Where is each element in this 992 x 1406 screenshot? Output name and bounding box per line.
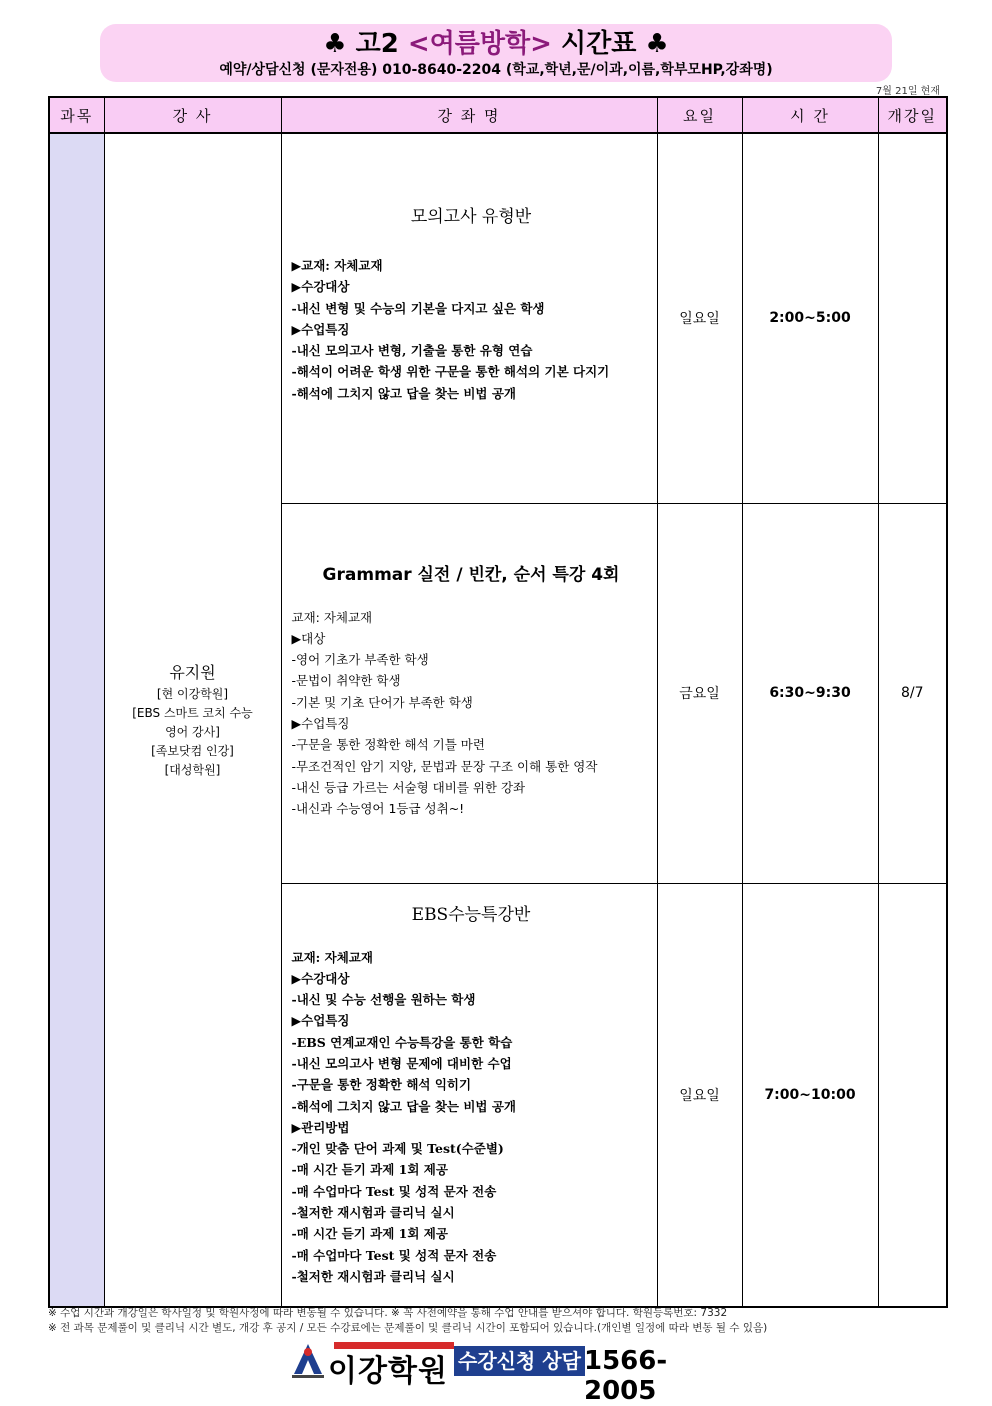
start-cell (878, 133, 947, 503)
title-highlight: <여름방학> (407, 29, 552, 59)
subject-cell (49, 133, 104, 1307)
course-line: ▶수강대상 (291, 970, 350, 986)
course-line: -무조건적인 암기 지양, 문법과 문장 구조 이해 통한 영작 (291, 758, 598, 774)
contact-subtitle: 예약/상담신청 (문자전용) 010-8640-2204 (학교,학년,문/이과,이름,학부모HP,강좌명) (219, 62, 773, 78)
course-line: -내신 변형 및 수능의 기본을 다지고 싶은 학생 (291, 300, 545, 316)
course-title: EBS수능특강반 (411, 904, 531, 925)
course-line: -EBS 연계교재인 수능특강을 통한 학습 (291, 1034, 513, 1050)
teacher-cell (104, 133, 281, 1307)
course-line: -구문을 통한 정확한 해석 익히기 (291, 1077, 472, 1093)
course-line: -매 시간 듣기 과제 1회 제공 (291, 1226, 448, 1242)
title-banner (100, 24, 892, 82)
course-line: -매 시간 듣기 과제 1회 제공 (291, 1162, 448, 1178)
teacher-career: [족보닷컴 인강] (151, 743, 234, 758)
course-line: -내신과 수능영어 1등급 성취~! (291, 801, 465, 817)
course-line: -해석에 그치지 않고 답을 찾는 비법 공개 (291, 1098, 516, 1114)
academy-emblem-icon (288, 1342, 328, 1380)
course-cell (281, 133, 657, 503)
course-line: ▶수업특징 (291, 321, 350, 337)
course-description (292, 255, 651, 404)
course-line: ▶관리방법 (291, 1119, 350, 1135)
course-line: -해석에 그치지 않고 답을 찾는 비법 공개 (291, 385, 516, 401)
col-course: 강 좌 명 (281, 97, 657, 133)
teacher-career: [대성학원] (164, 762, 221, 777)
col-subject: 과목 (49, 97, 104, 133)
course-line: -내신 등급 가르는 서술형 대비를 위한 강좌 (291, 779, 526, 795)
day-cell: 금요일 (657, 503, 742, 883)
timetable (48, 96, 948, 1308)
course-line: -내신 모의고사 변형 문제에 대비한 수업 (291, 1055, 512, 1071)
course-line: -개인 맞춤 단어 과제 및 Test(수준별) (291, 1141, 504, 1157)
course-line: -영어 기초가 부족한 학생 (291, 652, 429, 668)
course-cell (281, 883, 657, 1307)
course-line: ▶수강대상 (291, 279, 350, 295)
footer-notes (48, 1306, 948, 1336)
title-prefix: ♣ 고2 (323, 29, 408, 59)
course-cell (281, 503, 657, 883)
course-line: 교재: 자체교재 (291, 609, 373, 625)
course-line: -해석이 어려운 학생 위한 구문을 통한 해석의 기본 다지기 (291, 364, 610, 380)
phone-number: 1566-2005 (584, 1346, 668, 1406)
time-cell: 7:00~10:00 (742, 883, 878, 1307)
footer-note: ※ 수업 시간과 개강일은 학사일정 및 학원사정에 따라 변동될 수 있습니다. ※ 꼭 사전예약을 통해 수업 안내를 받으셔야 합니다. 학원등록번호: 7332 (48, 1307, 728, 1319)
teacher-career: [현 이강학원] (156, 686, 229, 701)
course-line: ▶수업특징 (291, 715, 350, 731)
footer-note: ※ 전 과목 문제풀이 및 클리닉 시간 별도, 개강 후 공지 / 모든 수강료에는 문제풀이 및 클리닉 시간이 포함되어 있습니다.(개인별 일정에 따라 변동 될 수 있음) (48, 1322, 768, 1334)
title-suffix: 시간표 ♣ (551, 29, 669, 59)
course-title: Grammar 실전 / 빈칸, 순서 특강 4회 (322, 564, 620, 585)
header-row (49, 97, 947, 133)
date-note: 7월 21일 현재 (875, 86, 940, 97)
course-line: -철저한 재시험과 클리닉 실시 (291, 1205, 455, 1221)
course-line: -내신 및 수능 선행을 원하는 학생 (291, 992, 476, 1008)
course-line: -구문을 통한 정확한 해석 기틀 마련 (291, 737, 485, 753)
course-line: -문법이 취약한 학생 (291, 673, 401, 689)
day-cell: 일요일 (657, 133, 742, 503)
course-line: -매 수업마다 Test 및 성적 문자 전송 (291, 1183, 497, 1199)
table-row (49, 133, 947, 503)
col-start: 개강일 (878, 97, 947, 133)
course-line: ▶대상 (291, 630, 326, 646)
teacher-career: [EBS 스마트 코치 수능 (132, 705, 253, 720)
consult-badge: 수강신청 상담 (454, 1346, 585, 1376)
academy-name: 이강학원 (328, 1354, 448, 1389)
teacher-name: 유지원 (169, 662, 216, 682)
course-line: ▶수업특징 (291, 1013, 350, 1029)
day-cell: 일요일 (657, 883, 742, 1307)
col-day: 요일 (657, 97, 742, 133)
course-line: -철저한 재시험과 클리닉 실시 (291, 1268, 455, 1284)
col-time: 시 간 (742, 97, 878, 133)
course-description (292, 947, 651, 1288)
course-line: 교재: 자체교재 (291, 949, 373, 965)
course-title: 모의고사 유형반 (410, 207, 532, 227)
course-line: -내신 모의고사 변형, 기출을 통한 유형 연습 (291, 343, 533, 359)
course-description (292, 607, 651, 820)
start-cell (878, 883, 947, 1307)
course-line: ▶교재: 자체교재 (291, 258, 383, 273)
course-line: -기본 및 기초 단어가 부족한 학생 (291, 694, 473, 710)
col-teacher: 강 사 (104, 97, 281, 133)
course-line: -매 수업마다 Test 및 성적 문자 전송 (291, 1247, 497, 1263)
start-cell: 8/7 (878, 503, 947, 883)
teacher-career: 영어 강사] (165, 724, 220, 739)
time-cell: 6:30~9:30 (742, 503, 878, 883)
academy-logo (288, 1342, 708, 1406)
page-title (100, 28, 892, 60)
time-cell: 2:00~5:00 (742, 133, 878, 503)
